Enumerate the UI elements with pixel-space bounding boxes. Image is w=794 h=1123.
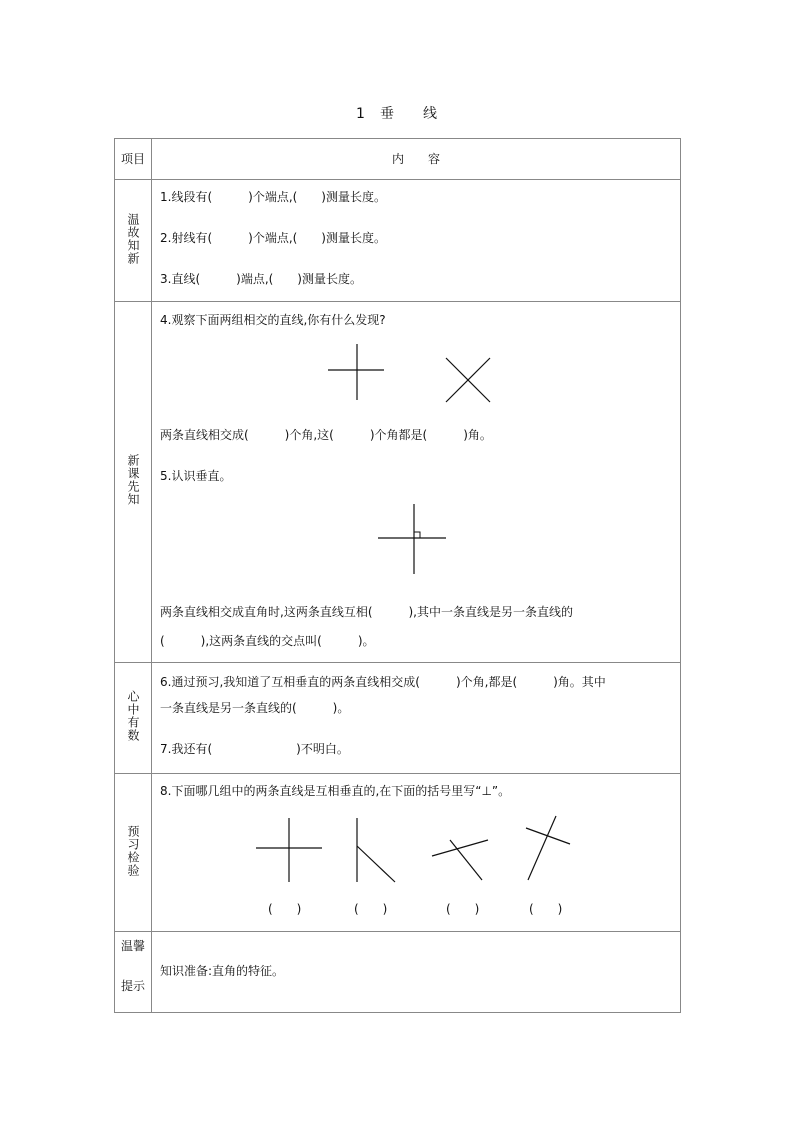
figure-d-crossing xyxy=(520,814,580,884)
header-item: 项目 xyxy=(115,139,152,180)
tip-label-top: 温馨 xyxy=(120,939,145,953)
section-label-text: 温故知新 xyxy=(126,212,140,265)
section-content xyxy=(152,932,681,1013)
title-number: 1 xyxy=(356,106,366,122)
section-self-check xyxy=(115,663,681,774)
worksheet-table xyxy=(114,138,681,1013)
perpendicular-lines-diagram xyxy=(374,504,454,584)
section-label xyxy=(115,663,152,774)
section-label xyxy=(115,180,152,302)
section-content xyxy=(152,774,681,932)
section-label-text: 新课先知 xyxy=(126,454,140,506)
section-label-text: 心中有数 xyxy=(126,690,140,742)
section-review xyxy=(115,180,681,302)
question-6-line-1: 6.通过预习,我知道了互相垂直的两条直线相交成( )个角,都是( )角。其中 xyxy=(160,675,606,689)
question-7: 7.我还有( )不明白。 xyxy=(160,742,349,756)
section-label xyxy=(115,302,152,663)
section-label-text: 预习检验 xyxy=(126,824,140,877)
section-content xyxy=(152,180,681,302)
section-content xyxy=(152,302,681,663)
tip-label-bottom: 提示 xyxy=(120,979,145,993)
figure-a-perpendicular xyxy=(252,816,332,886)
question-5-line-1: 两条直线相交成直角时,这两条直线互相( ),其中一条直线是另一条直线的 xyxy=(160,605,573,619)
question-5: 5.认识垂直。 xyxy=(160,469,232,483)
section-label xyxy=(115,774,152,932)
figure-c-oblique xyxy=(430,816,500,886)
question-4: 4.观察下面两组相交的直线,你有什么发现? xyxy=(160,313,386,327)
question-1: 1.线段有( )个端点,( )测量长度。 xyxy=(160,190,386,204)
intersecting-lines-x xyxy=(442,352,502,412)
question-4-answer: 两条直线相交成( )个角,这( )个角都是( )角。 xyxy=(160,428,492,442)
answer-bracket-d[interactable]: ( ) xyxy=(529,902,563,916)
question-8: 8.下面哪几组中的两条直线是互相垂直的,在下面的括号里写“⊥”。 xyxy=(160,784,511,798)
question-5-line-2: ( ),这两条直线的交点叫( )。 xyxy=(160,634,375,648)
figure-b-angled xyxy=(347,816,407,886)
answer-bracket-a[interactable]: ( ) xyxy=(268,902,302,916)
intersecting-lines-cross xyxy=(322,344,392,414)
answer-bracket-b[interactable]: ( ) xyxy=(354,902,388,916)
section-content xyxy=(152,663,681,774)
answer-bracket-c[interactable]: ( ) xyxy=(446,902,480,916)
section-tips xyxy=(115,932,681,1013)
question-2: 2.射线有( )个端点,( )测量长度。 xyxy=(160,231,386,245)
title-word-1: 垂 xyxy=(379,106,395,122)
section-preview xyxy=(115,302,681,663)
header-content: 内 容 xyxy=(152,139,681,180)
title-word-2: 线 xyxy=(422,106,438,122)
section-practice xyxy=(115,774,681,932)
question-3: 3.直线( )端点,( )测量长度。 xyxy=(160,272,362,286)
header-row xyxy=(115,139,681,180)
question-6-line-2: 一条直线是另一条直线的( )。 xyxy=(160,701,350,715)
page-title xyxy=(0,103,794,123)
section-label xyxy=(115,932,152,1013)
tip-text: 知识准备:直角的特征。 xyxy=(160,964,285,978)
